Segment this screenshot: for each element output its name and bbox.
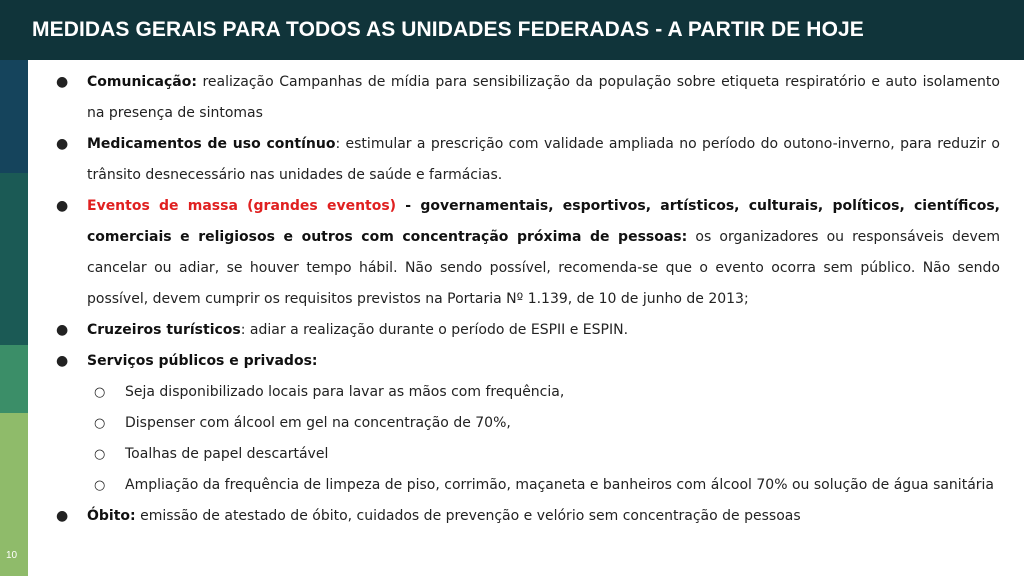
- bullet-list: [52, 67, 1000, 532]
- bullet-heading-highlight: Eventos de massa (grandes eventos): [87, 198, 397, 214]
- subbullet-toalhas: [94, 439, 1000, 470]
- bullet-circle-icon: ○: [94, 416, 106, 431]
- subbullet-text: Seja disponibilizado locais para lavar as mãos com frequência,: [125, 384, 565, 400]
- bullet-medicamentos: [52, 129, 1000, 191]
- bullet-eventos: [52, 191, 1000, 315]
- bullet-dot-icon: ●: [56, 198, 69, 214]
- slide-title: MEDIDAS GERAIS PARA TODOS AS UNIDADES FEDERADAS - A PARTIR DE HOJE: [32, 18, 864, 41]
- bullet-cruzeiros: [52, 315, 1000, 346]
- bullet-heading: Cruzeiros turísticos: [87, 322, 241, 338]
- bullet-comunicacao: [52, 67, 1000, 129]
- sidebar-color-strip: [0, 60, 28, 576]
- bullet-circle-icon: ○: [94, 447, 106, 462]
- bullet-dot-icon: ●: [56, 136, 69, 152]
- title-bar: [0, 0, 1024, 60]
- bullet-obito: [52, 501, 1000, 532]
- bullet-heading: Óbito:: [87, 508, 136, 524]
- bullet-text: : adiar a realização durante o período de ESPII e ESPIN.: [240, 322, 629, 338]
- bullet-heading: Comunicação:: [87, 74, 197, 90]
- subbullet-text: Dispenser com álcool em gel na concentração de 70%,: [125, 415, 511, 431]
- bullet-text: emissão de atestado de óbito, cuidados de prevenção e velório sem concentração de pessoas: [135, 508, 801, 524]
- bullet-heading: Medicamentos de uso contínuo: [87, 136, 336, 152]
- bullet-text: realização Campanhas de mídia para sensibilização da população sobre etiqueta respiratório e auto isolamento na presença de sintomas: [87, 74, 1000, 121]
- bullet-dot-icon: ●: [56, 353, 69, 369]
- bullet-text: os organizadores ou responsáveis devem cancelar ou adiar, se houver tempo hábil. Não sendo possível, recomenda-se que o evento ocorra sem público. Não sendo possível, devem cumprir os requisitos previstos na Portaria Nº 1.139, de 10 de junho de 2013;: [87, 229, 1001, 307]
- subbullet-text: Toalhas de papel descartável: [125, 446, 329, 462]
- bullet-heading: Serviços públicos e privados:: [87, 353, 318, 369]
- subbullet-lavar-maos: [94, 377, 1000, 408]
- bullet-dot-icon: ●: [56, 322, 69, 338]
- bullet-text: : estimular a prescrição com validade ampliada no período do outono-inverno, para reduzir o trânsito desnecessário nas unidades de saúde e farmácias.: [87, 136, 1000, 183]
- subbullet-text: Ampliação da frequência de limpeza de piso, corrimão, maçaneta e banheiros com álcool 70% ou solução de água sanitária: [125, 477, 994, 493]
- sidebar-segment-green: [0, 345, 28, 413]
- bullet-heading: - governamentais, esportivos, artísticos, culturais, políticos, científicos, comerciais e religiosos e outros com concentração próxima de pessoas:: [87, 198, 1000, 245]
- subbullet-alcool-gel: [94, 408, 1000, 439]
- bullet-servicos: [52, 346, 1000, 377]
- bullet-circle-icon: ○: [94, 385, 106, 400]
- bullet-dot-icon: ●: [56, 508, 69, 524]
- sidebar-segment-navy: [0, 60, 28, 173]
- bullet-circle-icon: ○: [94, 478, 106, 493]
- page-number: 10: [6, 550, 18, 561]
- bullet-dot-icon: ●: [56, 74, 69, 90]
- sidebar-segment-teal: [0, 173, 28, 345]
- subbullet-limpeza: [94, 470, 1000, 501]
